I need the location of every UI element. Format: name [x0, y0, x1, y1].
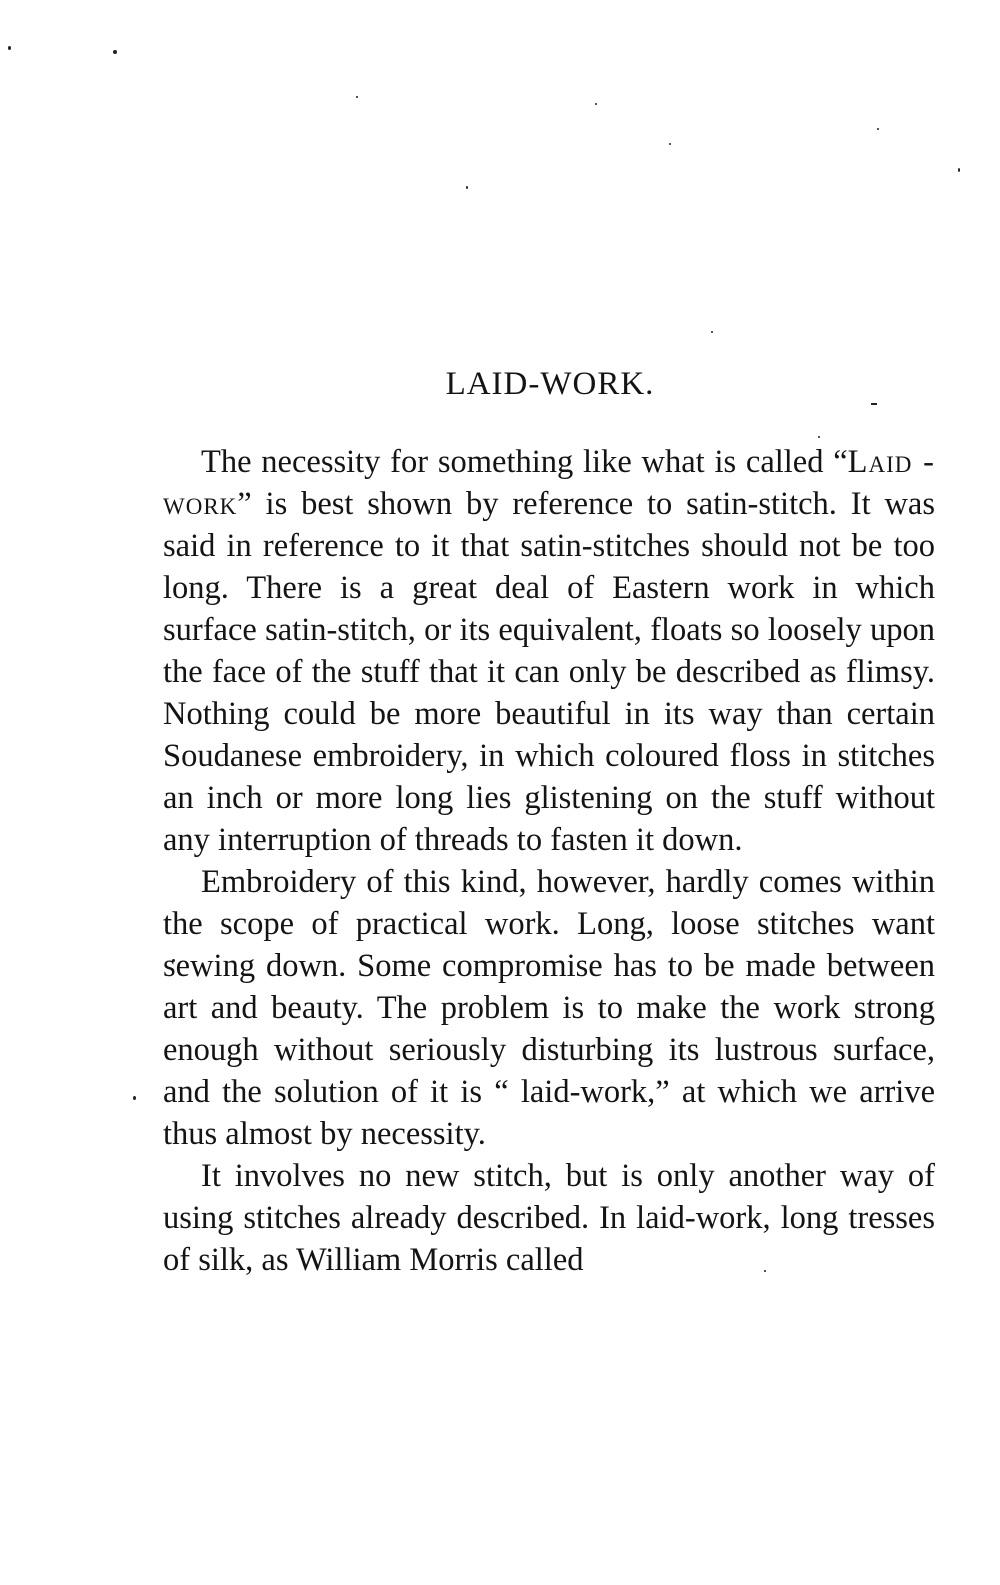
scan-speck	[877, 128, 879, 130]
laid-work-term: Laid - work	[163, 444, 935, 522]
paragraph-3: It involves no new stitch, but is only another way of using stitches already described. In laid-work, long tresses of silk, as William Morris called	[163, 1158, 935, 1278]
scan-speck	[818, 436, 820, 438]
paragraph-1-rest: ” is best shown by reference to satin-stitch. It was said in reference to it that satin-stitches should not be too long. There is a great deal of Eastern work in which surface satin-stitch, or its equivalent, floats so loosely upon the face of the stuff that it can only be described as flimsy. Nothing could be more beautiful in its way than certain Soudanese embroidery, in which coloured floss in stitches an inch or more long lies glistening on the stuff without any interruption of threads to fasten it down.	[163, 486, 935, 858]
scan-speck	[133, 1096, 136, 1100]
scan-speck	[356, 96, 358, 98]
scan-speck	[8, 46, 11, 50]
scan-speck	[466, 186, 468, 189]
scan-speck	[871, 403, 877, 405]
body-text	[163, 441, 935, 1281]
paragraph-1	[163, 441, 935, 861]
scan-speck	[711, 331, 713, 333]
scan-speck	[113, 50, 117, 54]
scan-speck	[669, 143, 671, 145]
paragraph-2: Embroidery of this kind, however, hardly comes within the scope of practical work. Long, loose stitches want sewing down. Some compromise has to be made between art and beauty. The problem is to make the work strong enough without seriously disturbing its lustrous surface, and the solution of it is “ laid-work,” at which we arrive thus almost by necessity.	[163, 864, 935, 1152]
paragraph-1-lead: The necessity for something like what is called “	[201, 444, 848, 480]
chapter-title: LAID-WORK.	[445, 366, 655, 402]
scan-speck	[958, 168, 960, 172]
scan-speck	[595, 103, 597, 105]
